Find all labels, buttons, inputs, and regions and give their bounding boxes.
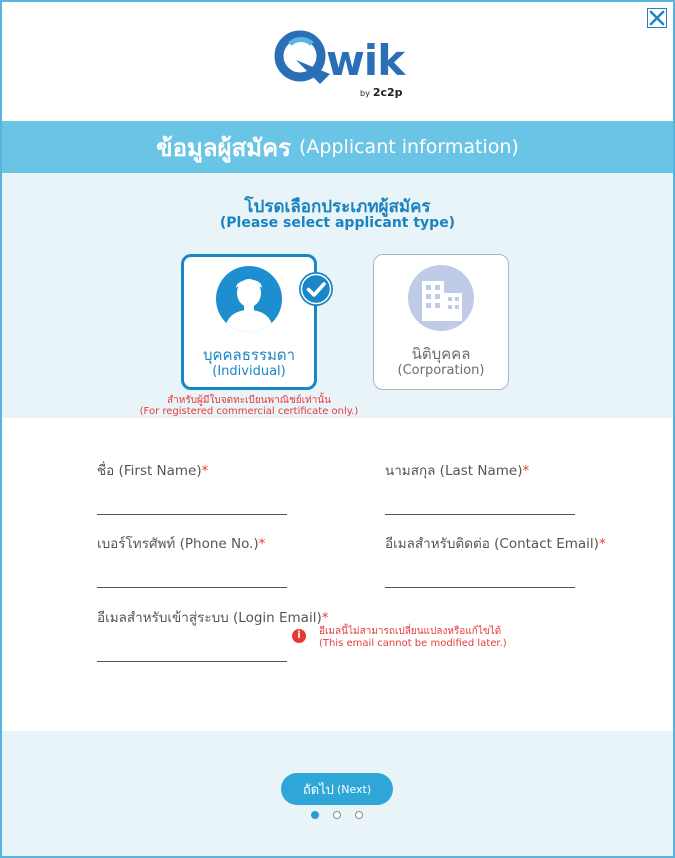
required-mark: * <box>522 463 530 479</box>
building-icon <box>408 265 474 331</box>
required-mark: * <box>258 536 266 552</box>
last-name-label-text: นามสกุล (Last Name) <box>385 463 523 479</box>
selected-check-icon <box>299 272 333 306</box>
login-email-label-text: อีเมลสำหรับเข้าสู่ระบบ (Login Email) <box>97 610 322 626</box>
commercial-certificate-note-th: สำหรับผู้มีใบจดทะเบียนพาณิชย์เท่านั้น <box>167 395 331 406</box>
first-name-input[interactable] <box>97 493 287 515</box>
contact-email-label-text: อีเมลสำหรับติดต่อ (Contact Email) <box>385 536 599 552</box>
qwik-logo <box>274 30 422 102</box>
commercial-certificate-note-en: (For registered commercial certificate only.) <box>139 406 359 417</box>
phone-label <box>97 532 287 554</box>
close-button[interactable] <box>647 8 667 28</box>
contact-email-label <box>385 532 606 554</box>
first-name-label-text: ชื่อ (First Name) <box>97 463 202 479</box>
required-mark: * <box>201 463 209 479</box>
first-name-field <box>97 459 287 515</box>
phone-input[interactable] <box>97 566 287 588</box>
contact-email-input[interactable] <box>385 566 575 588</box>
individual-label-en: (Individual) <box>212 364 286 379</box>
step-dot-2 <box>333 811 341 819</box>
next-button-label-en: (Next) <box>336 782 372 796</box>
last-name-field <box>385 459 575 515</box>
login-email-field <box>97 606 329 662</box>
logo-partner <box>360 86 403 99</box>
step-dot-1 <box>311 811 319 819</box>
corporation-label-en: (Corporation) <box>397 363 485 378</box>
applicant-type-prompt-en: (Please select applicant type) <box>219 215 456 231</box>
applicant-type-prompt-th: โปรดเลือกประเภทผู้สมัคร <box>244 197 431 217</box>
logo-by-label: by <box>360 89 370 98</box>
individual-label-th: บุคคลธรรมดา <box>202 346 296 364</box>
next-button-label-th: ถัดไป <box>302 782 334 798</box>
corporation-label-th: นิติบุคคล <box>411 345 471 363</box>
phone-label-text: เบอร์โทรศัพท์ (Phone No.) <box>97 536 259 552</box>
first-name-label <box>97 459 287 481</box>
info-icon: i <box>292 629 306 643</box>
last-name-input[interactable] <box>385 493 575 515</box>
last-name-label <box>385 459 575 481</box>
page-title-banner <box>2 121 673 173</box>
page-title-th: ข้อมูลผู้สมัคร <box>156 133 292 162</box>
phone-field <box>97 532 287 588</box>
required-mark: * <box>598 536 606 552</box>
login-email-warning-th: อีเมลนี้ไม่สามารถเปลี่ยนแปลงหรือแก้ไขได้ <box>319 626 502 637</box>
required-mark: * <box>321 610 329 626</box>
applicant-type-individual-card[interactable] <box>181 254 317 390</box>
step-dot-3 <box>355 811 363 819</box>
login-email-input[interactable] <box>97 640 287 662</box>
login-email-label <box>97 606 329 628</box>
page-title-en: (Applicant information) <box>299 136 519 158</box>
next-button[interactable] <box>281 773 393 805</box>
contact-email-field <box>385 532 606 588</box>
close-icon <box>648 9 666 27</box>
applicant-type-corporation-card[interactable] <box>373 254 509 390</box>
logo-wordmark: wik <box>326 36 405 85</box>
login-email-warning-en: (This email cannot be modified later.) <box>319 638 507 649</box>
person-icon <box>216 266 282 332</box>
logo-partner-name: 2c2p <box>372 86 403 99</box>
